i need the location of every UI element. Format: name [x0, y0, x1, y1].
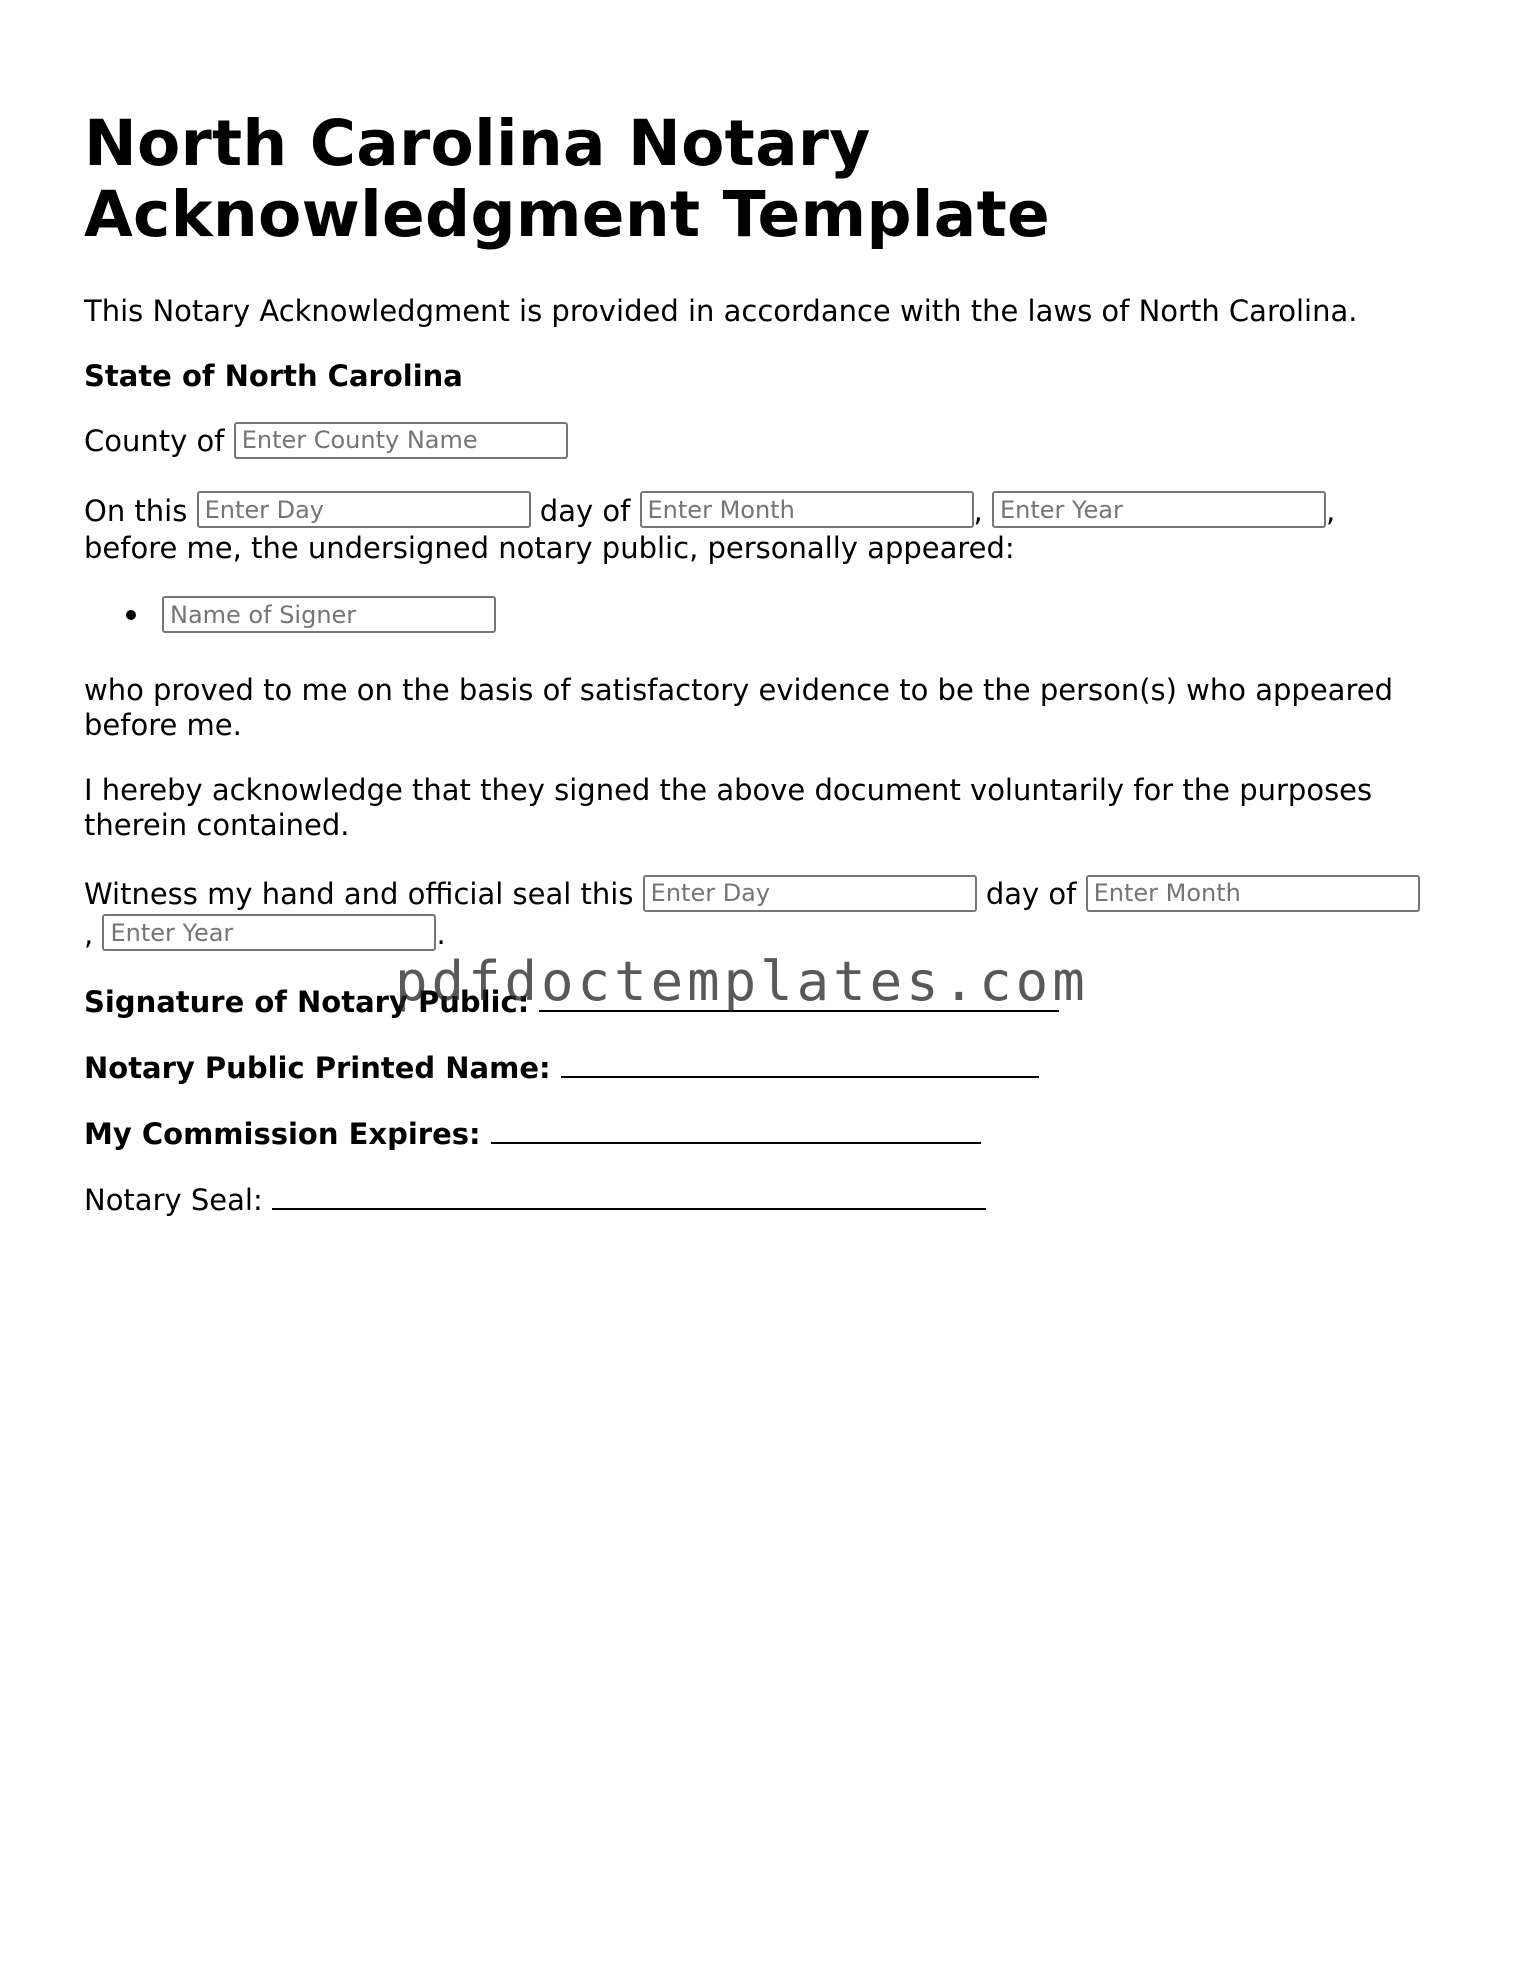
period: .: [436, 916, 446, 951]
appearance-year-input[interactable]: [992, 491, 1326, 528]
signer-name-input[interactable]: [162, 596, 496, 633]
county-input[interactable]: [234, 422, 568, 459]
proved-text: who proved to me on the basis of satisfactory evidence to be the person(s) who appeared before me.: [84, 673, 1393, 742]
seal-blank[interactable]: [272, 1182, 986, 1210]
comma-separator: ,: [84, 916, 94, 951]
seal-label: Notary Seal:: [84, 1183, 263, 1217]
printed-name-blank[interactable]: [561, 1050, 1039, 1078]
intro-text: This Notary Acknowledgment is provided in accordance with the laws of North Carolina.: [84, 294, 1358, 328]
watermark: pdfdoctemplates.com: [395, 950, 1089, 1013]
signature-label: Signature of Notary Public:: [84, 985, 530, 1019]
appearance-continuation: before me, the undersigned notary public, personally appeared:: [84, 531, 1015, 565]
seal-line: [84, 1182, 1454, 1218]
acknowledge-text: I hereby acknowledge that they signed the above document voluntarily for the purposes therein contained.: [84, 773, 1373, 842]
page-title: North Carolina Notary Acknowledgment Template: [84, 107, 1051, 251]
signature-line: [84, 984, 1454, 1020]
list-item: [126, 596, 1454, 633]
witness-line: [84, 875, 1454, 954]
signer-list: [84, 596, 1454, 633]
commission-blank[interactable]: [491, 1116, 981, 1144]
witness-label: Witness my hand and official seal this: [84, 877, 634, 911]
on-this-label: On this: [84, 493, 188, 528]
day-of-label: day of: [539, 493, 631, 528]
commission-line: [84, 1116, 1454, 1152]
comma-separator: ,: [1325, 493, 1336, 528]
document-page: [84, 0, 1454, 1218]
witness-day-of-label: day of: [985, 877, 1077, 911]
comma-separator: ,: [973, 493, 983, 528]
witness-month-input[interactable]: [1086, 875, 1420, 912]
printed-name-line: [84, 1050, 1454, 1086]
county-line: [84, 424, 1454, 462]
commission-label: My Commission Expires:: [84, 1117, 481, 1151]
witness-day-input[interactable]: [643, 875, 977, 912]
county-label: County of: [84, 424, 225, 458]
appearance-month-input[interactable]: [640, 491, 974, 528]
printed-name-label: Notary Public Printed Name:: [84, 1051, 551, 1085]
appearance-day-input[interactable]: [197, 491, 531, 528]
state-heading: State of North Carolina: [84, 359, 463, 393]
appearance-line: [84, 494, 1454, 567]
bullet-icon: [126, 610, 136, 620]
signature-blank[interactable]: [539, 984, 1059, 1012]
witness-year-input[interactable]: [102, 914, 436, 951]
